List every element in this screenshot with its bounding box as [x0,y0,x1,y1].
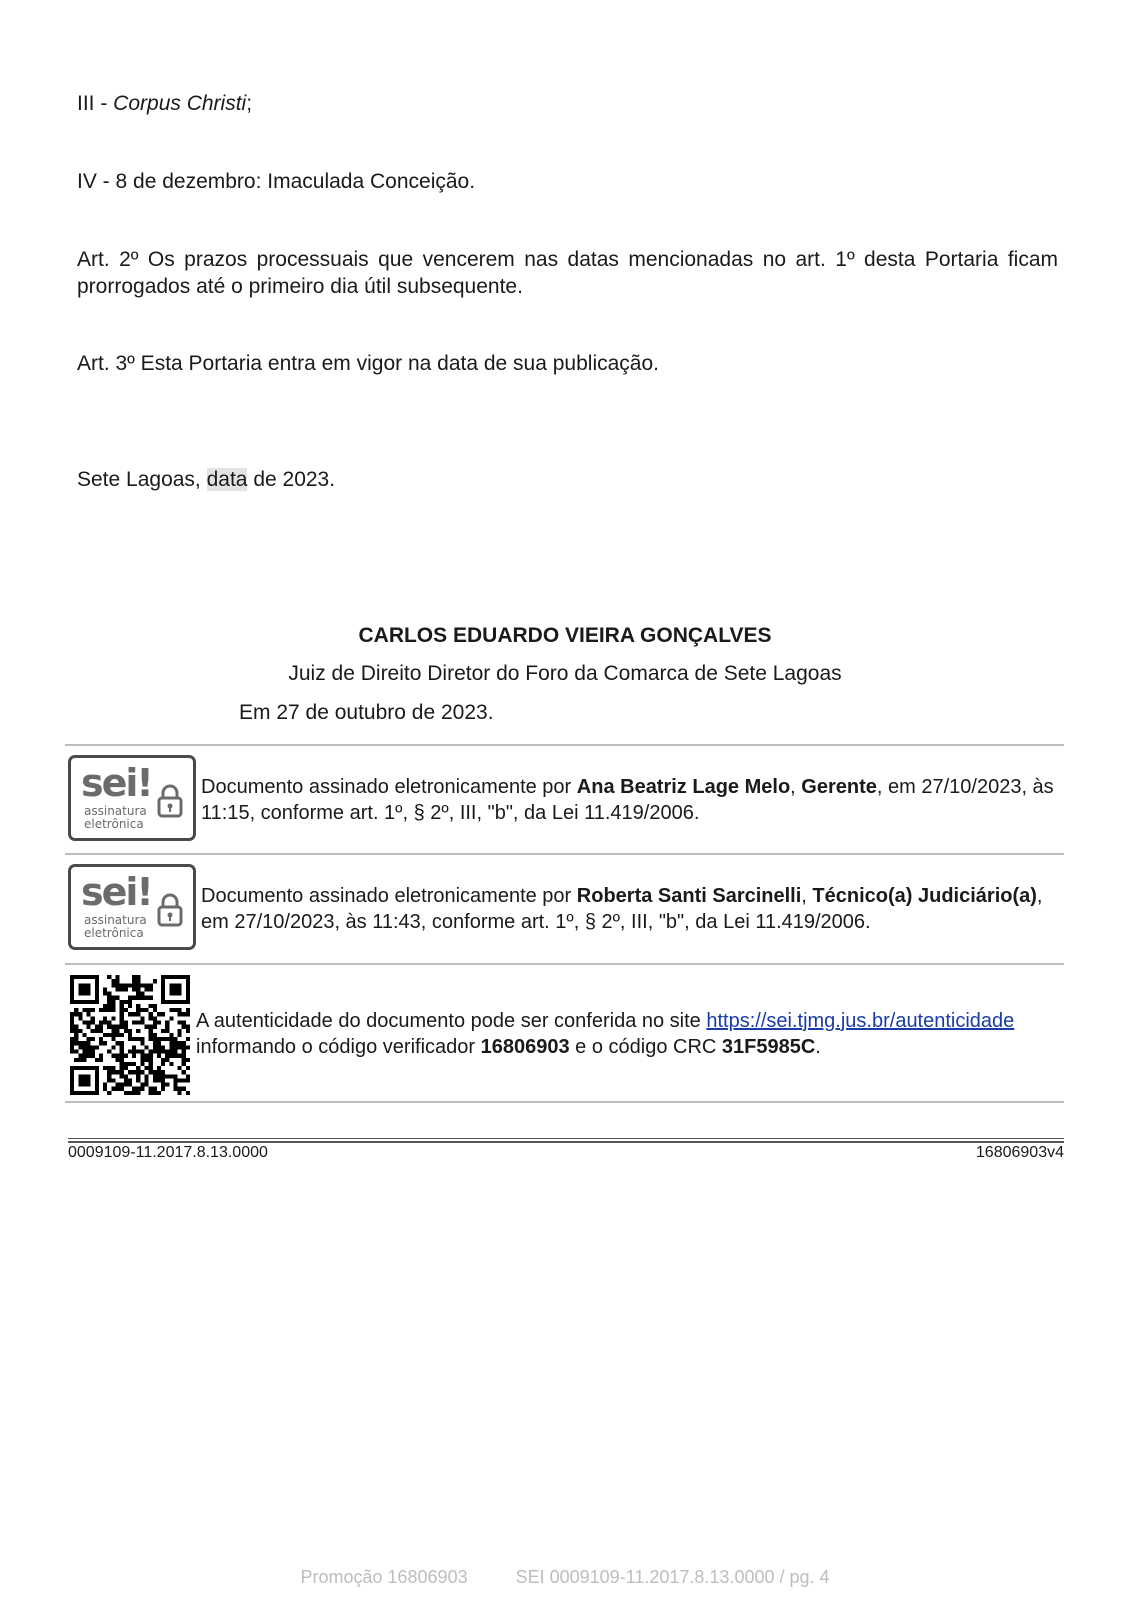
signatory-role: Juiz de Direito Diretor do Foro da Comarca de Sete Lagoas [288,662,842,685]
article-3: Art. 3º Esta Portaria entra em vigor na data de sua publicação. [77,352,659,375]
sig1-prefix: Documento assinado eletronicamente por [201,776,577,798]
seal-line1: assinatura [84,804,147,818]
sig2-prefix: Documento assinado eletronicamente por [201,885,577,907]
auth-text4: . [815,1036,821,1058]
crc-code: 31F5985C [721,1036,816,1058]
sig2-name: Roberta Santi Sarcinelli [576,885,802,907]
process-number: 0009109-11.2017.8.13.0000 [68,1144,268,1161]
seal-line1: assinatura [84,913,147,927]
page-footer-left: Promoção 16806903 [300,1567,468,1587]
signatory-date: Em 27 de outubro de 2023. [239,701,494,724]
authenticity-text [196,1008,1066,1060]
divider [65,963,1064,965]
sig2-sep: , [801,885,813,907]
sig2-role: Técnico(a) Judiciário(a) [812,885,1037,907]
auth-text3: e o código CRC [569,1036,722,1058]
divider [65,744,1064,746]
date-placeholder: data [206,468,248,491]
page-footer [0,1567,1130,1588]
item-iii-prefix: III - [77,92,114,115]
auth-text2: informando o código verificador [196,1036,481,1058]
sei-logo: sei! [81,761,152,805]
page-footer-right: SEI 0009109-11.2017.8.13.0000 / pg. 4 [515,1567,830,1587]
item-iii-suffix: ; [246,92,253,115]
signature-1-text [201,774,1061,826]
item-iii-italic: Corpus Christi [113,92,247,115]
auth-text1: A autenticidade do documento pode ser conferida no site [196,1010,707,1032]
sei-logo: sei! [81,870,152,914]
document-version: 16806903v4 [975,1144,1064,1161]
signatory-name: CARLOS EDUARDO VIEIRA GONÇALVES [358,624,772,647]
footer-rule [68,1138,1064,1143]
divider [65,1101,1064,1103]
article-2: Art. 2º Os prazos processuais que vencerem nas datas mencionadas no art. 1º desta Portaria ficam prorrogados até o primeiro dia útil subsequente. [77,248,1058,298]
sig1-suffix: , em 27/10/2023, às 11:15, conforme art. 1º, § 2º, III, "b", da Lei 11.419/2006. [201,776,1054,824]
lock-icon [157,784,183,818]
authenticity-link[interactable]: https://sei.tjmg.jus.br/autenticidade [706,1010,1015,1032]
divider [65,853,1064,855]
lock-icon [157,893,183,927]
item-iii [77,90,1058,117]
sei-seal [68,755,196,841]
place-date [77,466,1058,493]
sig1-sep: , [790,776,802,798]
place-prefix: Sete Lagoas, [77,468,207,491]
sei-seal [68,864,196,950]
sig1-role: Gerente [801,776,877,798]
verifier-code: 16806903 [480,1036,570,1058]
sig2-suffix: , em 27/10/2023, às 11:43, conforme art. 1º, § 2º, III, "b", da Lei 11.419/2006. [201,885,1043,933]
place-suffix: de 2023. [247,468,336,491]
sig1-name: Ana Beatriz Lage Melo [576,776,791,798]
signature-2-text [201,883,1061,935]
item-iv: IV - 8 de dezembro: Imaculada Conceição. [77,170,476,193]
seal-line2: eletrônica [84,926,144,940]
seal-line2: eletrônica [84,817,144,831]
qr-code-icon [70,975,190,1095]
